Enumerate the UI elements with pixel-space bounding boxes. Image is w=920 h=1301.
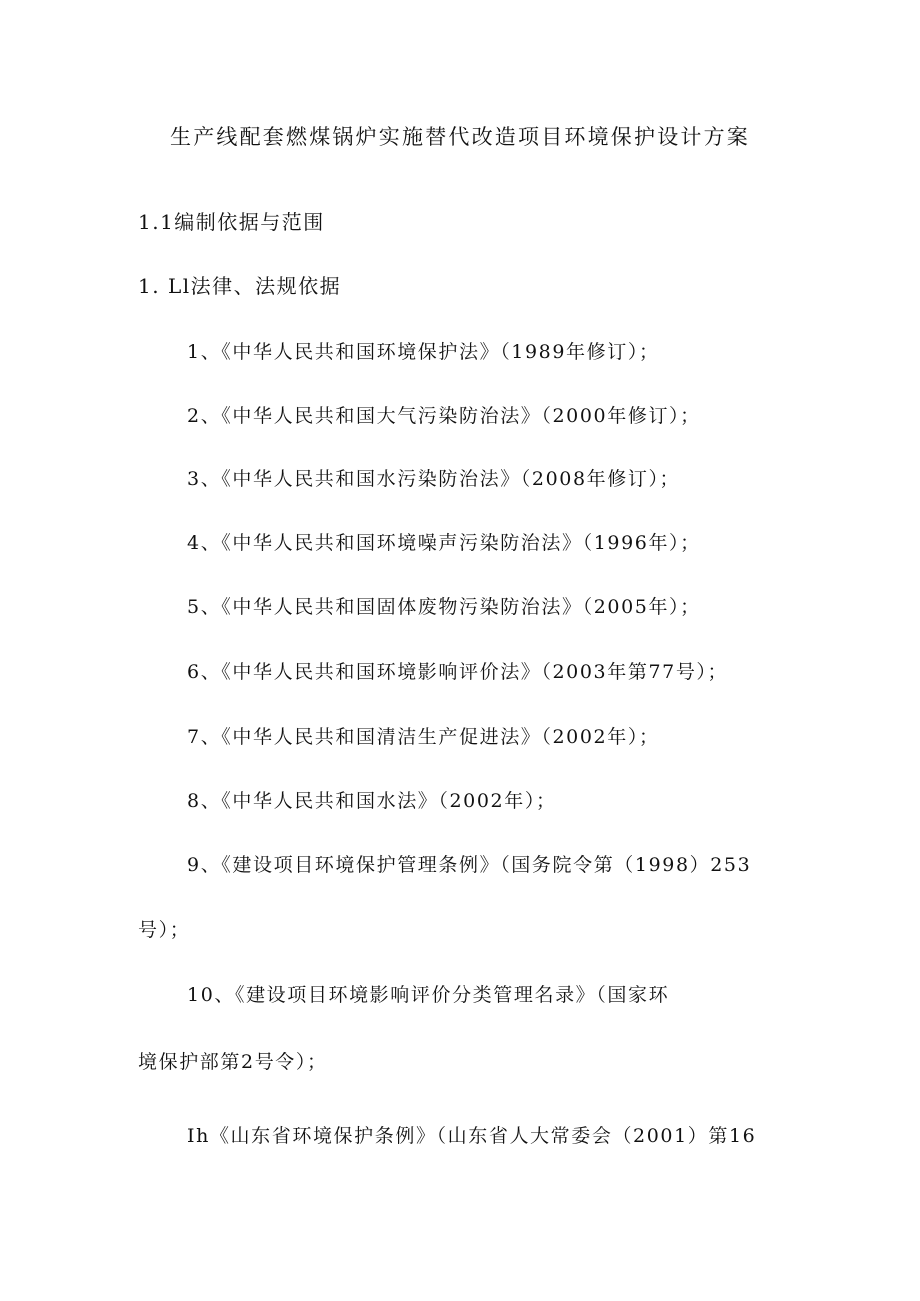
document-title: 生产线配套燃煤锅炉实施替代改造项目环境保护设计方案 <box>170 125 750 149</box>
law-item-3: 3、《中华人民共和国水污染防治法》（2008年修订）； <box>187 468 681 490</box>
law-item-11: Ih《山东省环境保护条例》（山东省人大常委会（2001）第16 <box>187 1125 757 1147</box>
law-item-9-continued: 号）； <box>138 919 191 941</box>
law-item-8: 8、《中华人民共和国水法》（2002年）； <box>187 790 557 812</box>
law-item-5: 5、《中华人民共和国固体废物污染防治法》（2005年）； <box>187 596 701 618</box>
section-heading: 1.1编制依据与范围 <box>138 210 325 234</box>
law-item-6: 6、《中华人民共和国环境影响评价法》（2003年第77号）； <box>187 661 729 683</box>
law-item-7: 7、《中华人民共和国清洁生产促进法》（2002年）； <box>187 726 660 748</box>
law-item-2: 2、《中华人民共和国大气污染防治法》（2000年修订）； <box>187 405 701 427</box>
law-item-10: 10、《建设项目环境影响评价分类管理名录》（国家环 <box>187 984 670 1006</box>
subsection-heading: 1. Ll法律、法规依据 <box>138 274 342 298</box>
law-item-9: 9、《建设项目环境保护管理条例》（国务院令第（1998）253 <box>187 854 752 876</box>
law-item-10-continued: 境保护部第2号令）； <box>138 1051 328 1073</box>
law-item-1: 1、《中华人民共和国环境保护法》（1989年修订）； <box>187 341 660 363</box>
law-item-4: 4、《中华人民共和国环境噪声污染防治法》（1996年）； <box>187 532 701 554</box>
